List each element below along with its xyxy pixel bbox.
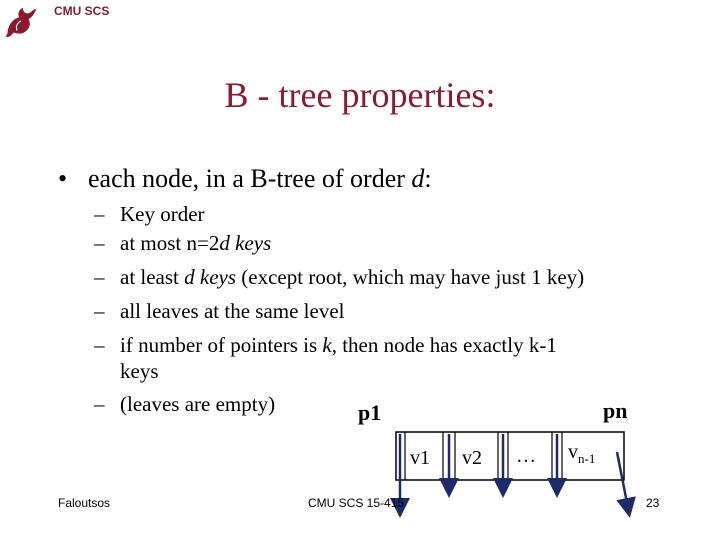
bullet-text-prefix: each node, in a B-tree of order — [88, 164, 412, 193]
footer-author: Faloutsos — [58, 496, 111, 510]
sub-item-text: if number of pointers is — [120, 333, 323, 357]
dash: – — [94, 231, 105, 255]
sub-item-text: at most n=2 — [120, 231, 220, 255]
sub-item-text: Key order — [120, 202, 205, 226]
header-org: CMU SCS — [54, 4, 110, 18]
pointer-label-p1: p1 — [358, 400, 382, 425]
sub-item-italic: d keys — [219, 231, 272, 255]
cell-v2: v2 — [462, 447, 482, 469]
cell-vn-1: $v_{n-1}$ — [568, 441, 596, 466]
footer-course: CMU SCS 15-415 — [308, 496, 405, 510]
dash: – — [94, 202, 105, 226]
bullet-text-suffix: : — [424, 164, 432, 193]
sub-item-italic: d keys — [184, 265, 237, 289]
dash: – — [94, 392, 105, 416]
sub-item-text: all leaves at the same level — [120, 299, 345, 323]
sub-item-text: (leaves are empty) — [120, 392, 276, 416]
bullet-order-var: d — [411, 164, 425, 193]
pointer-label-pn: pn — [603, 398, 628, 423]
dash: – — [94, 333, 105, 357]
sub-item-text: , then node has exactly k-1 — [331, 333, 557, 357]
cell-v1: v1 — [410, 447, 430, 469]
dash: – — [94, 265, 105, 289]
slide-title: B - tree properties: — [224, 75, 496, 115]
sub-item-continuation: keys — [120, 359, 159, 383]
sub-item-text: (except root, which may have just 1 key) — [236, 265, 585, 289]
bullet-dot: • — [58, 164, 68, 193]
sub-item-italic: k — [322, 333, 332, 357]
footer-page-number: 23 — [646, 496, 660, 510]
sub-item-text: at least — [120, 265, 185, 289]
dash: – — [94, 299, 105, 323]
cell-ellipsis: … — [516, 445, 536, 467]
